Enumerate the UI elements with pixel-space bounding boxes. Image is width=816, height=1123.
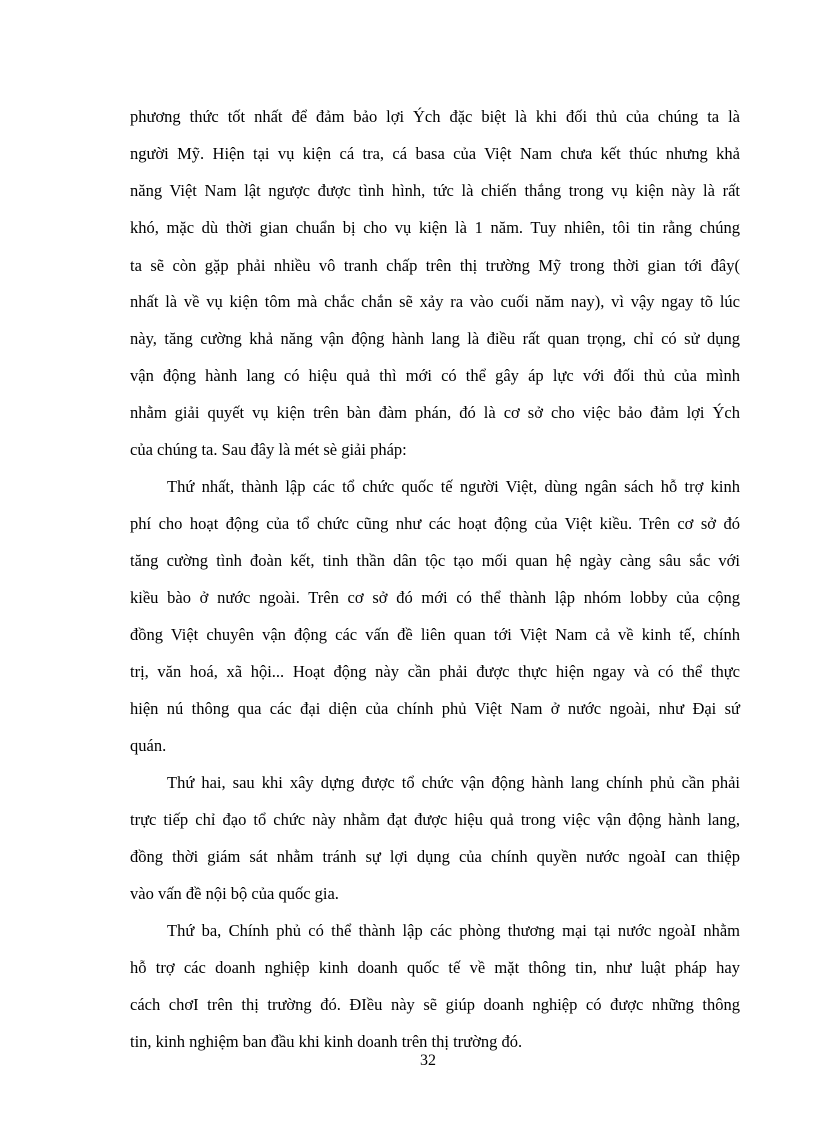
paragraph-line: ta sẽ còn gặp phải nhiều vô tranh chấp trên thị trường Mỹ trong thời gian tới đây( [130,256,740,275]
paragraph-line: nhằm giải quyết vụ kiện trên bàn đàm phán, đó là cơ sở cho việc bảo đảm lợi Ých [130,403,740,422]
paragraph-line: hỗ trợ các doanh nghiệp kinh doanh quốc tế về mặt thông tin, như luật pháp hay [130,958,740,977]
paragraph-line: tăng cường tình đoàn kết, tinh thần dân tộc tạo mối quan hệ ngày càng sâu sắc với [130,551,740,570]
paragraph-line: kiều bào ở nước ngoài. Trên cơ sở đó mới có thể thành lập nhóm lobby của cộng [130,588,740,607]
paragraph-line: cách chơI trên thị trường đó. ĐIều này sẽ giúp doanh nghiệp có được những thông [130,995,740,1014]
paragraph-line: Thứ ba, Chính phủ có thể thành lập các phòng thương mại tại nước ngoàI nhằm [167,921,740,940]
paragraph-line: phí cho hoạt động của tổ chức cũng như các hoạt động của Việt kiều. Trên cơ sở đó [130,514,740,533]
paragraph-line: tin, kinh nghiệm ban đầu khi kinh doanh trên thị trường đó. [130,1032,523,1051]
paragraph-line: vận động hành lang có hiệu quả thì mới có thể gây áp lực với đối thủ của mình [130,366,740,385]
paragraph-line: khó, mặc dù thời gian chuẩn bị cho vụ kiện là 1 năm. Tuy nhiên, tôi tin rằng chúng [130,218,740,237]
paragraph-line: quán. [130,736,167,755]
paragraph-line: trực tiếp chỉ đạo tổ chức này nhằm đạt được hiệu quả trong việc vận động hành lang, [130,810,740,829]
paragraph-line: vào vấn đề nội bộ của quốc gia. [130,884,339,903]
paragraph-line: nhất là về vụ kiện tôm mà chắc chắn sẽ xảy ra vào cuối năm nay), vì vậy ngay tõ lúc [130,292,740,311]
paragraph-line: trị, văn hoá, xã hội... Hoạt động này cần phải được thực hiện ngay và có thể thực [130,662,740,681]
paragraph-line: đồng thời giám sát nhằm tránh sự lợi dụng của chính quyền nước ngoàI can thiệp [130,847,740,866]
paragraph-line: năng Việt Nam lật ngược được tình hình, tức là chiến thắng trong vụ kiện này là rất [130,181,740,200]
paragraph-line: Thứ hai, sau khi xây dựng được tổ chức vận động hành lang chính phủ cần phải [167,773,740,792]
paragraph-line: của chúng ta. Sau đây là mét sè giải pháp: [130,440,407,459]
paragraph-line: phương thức tốt nhất để đảm bảo lợi Ých đặc biệt là khi đối thủ của chúng ta là [130,107,740,126]
paragraph-line: đồng Việt chuyên vận động các vấn đề liên quan tới Việt Nam cả về kinh tế, chính [130,625,740,644]
paragraph-line: người Mỹ. Hiện tại vụ kiện cá tra, cá basa của Việt Nam chưa kết thúc nhưng khả [130,144,740,163]
paragraph-line: này, tăng cường khả năng vận động hành lang là điều rất quan trọng, chỉ có sử dụng [130,329,740,348]
page-number: 32 [420,1052,436,1069]
paragraph-line: hiện nú thông qua các đại diện của chính phủ Việt Nam ở nước ngoài, như Đại sứ [130,699,740,718]
paragraph-line: Thứ nhất, thành lập các tổ chức quốc tế người Việt, dùng ngân sách hỗ trợ kinh [167,477,740,496]
